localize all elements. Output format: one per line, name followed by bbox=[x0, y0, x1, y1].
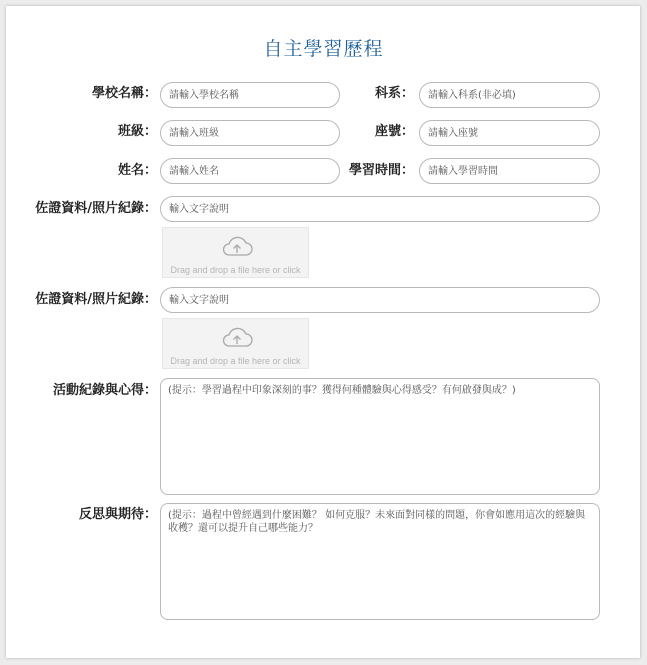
activity-textarea[interactable] bbox=[160, 378, 600, 495]
page-title: 自主學習歷程 bbox=[263, 38, 384, 60]
evidence-description-input[interactable] bbox=[160, 287, 600, 313]
study-time-input[interactable] bbox=[419, 158, 600, 184]
department-label: 科系： bbox=[374, 86, 414, 101]
school-label: 學校名稱： bbox=[91, 86, 157, 101]
file-dropzone[interactable] bbox=[162, 318, 309, 369]
evidence-label: 佐證資料/照片紀錄： bbox=[35, 292, 157, 307]
dropzone-text: Drag and drop a file here or click bbox=[170, 265, 301, 275]
cloud-upload-icon bbox=[221, 326, 253, 348]
file-dropzone[interactable] bbox=[162, 227, 309, 278]
name-label: 姓名： bbox=[117, 163, 157, 178]
class-label: 班級： bbox=[117, 124, 157, 139]
dropzone-text: Drag and drop a file here or click bbox=[170, 356, 301, 366]
evidence-label: 佐證資料/照片紀錄： bbox=[35, 201, 157, 216]
cloud-upload-icon bbox=[221, 235, 253, 257]
evidence-description-input[interactable] bbox=[160, 196, 600, 222]
study-time-label: 學習時間： bbox=[348, 163, 414, 178]
reflection-textarea[interactable] bbox=[160, 503, 600, 620]
department-input[interactable] bbox=[419, 82, 600, 108]
seat-label: 座號： bbox=[374, 124, 414, 139]
name-input[interactable] bbox=[160, 158, 340, 184]
class-input[interactable] bbox=[160, 120, 340, 146]
school-input[interactable] bbox=[160, 82, 340, 108]
reflection-label: 反思與期待： bbox=[78, 507, 157, 522]
activity-label: 活動紀錄與心得： bbox=[52, 383, 157, 398]
seat-input[interactable] bbox=[419, 120, 600, 146]
